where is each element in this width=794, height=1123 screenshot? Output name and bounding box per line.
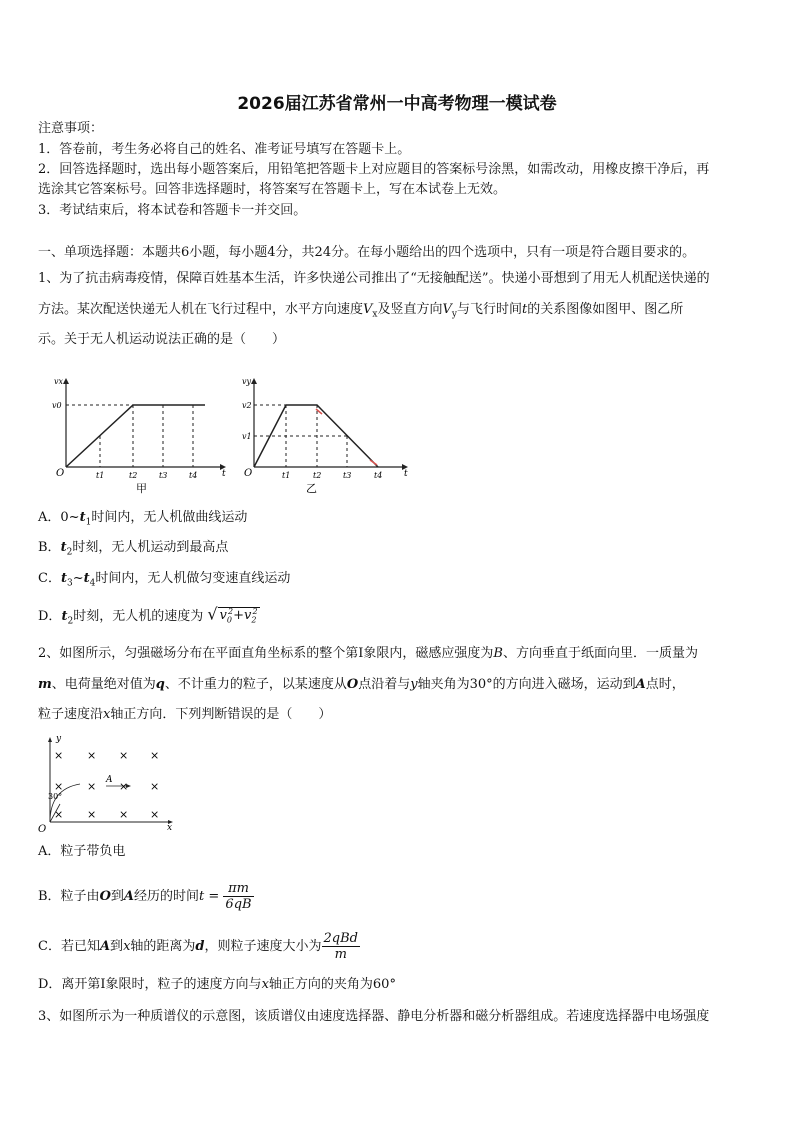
yi-red-mark-2 [370,460,377,465]
q1-option-b [38,539,758,562]
q2-figure [36,734,181,834]
q2-y-arrow [48,737,52,742]
jia-t3: t3 [159,471,168,480]
opt-d-sub: 2 [67,616,74,627]
q2b-t: t [199,889,205,904]
notice-item-2: 2．回答选择题时，选出每小题答案后，用铅笔把答题卡上对应题目的答案标号涂黑，如需改动，用橡皮擦干净后，再 [38,162,710,177]
jia-t1: t1 [96,471,105,480]
q2-text-c: 、电荷量绝对值为 [51,677,156,692]
q2-text-g: 点时， [645,677,685,692]
cross: × [150,749,160,762]
opt-a-text: 时间内，无人机做曲线运动 [91,510,248,525]
q2-x: x [103,707,111,722]
q2b-eq: = [204,889,224,904]
opt-d-prefix: D． [38,608,62,624]
cross: × [87,808,97,821]
yi-t1: t1 [282,471,291,480]
q2c-A: A [99,939,111,954]
yi-origin: O [244,468,253,479]
q2c-c: 轴的距离为 [130,939,196,954]
q2b-a: B．粒子由 [38,889,100,904]
q1-line3: 示。关于无人机运动说法正确的是（ ） [38,332,286,347]
q2b-fraction [223,881,253,912]
q2c-b: 到 [110,939,124,954]
opt-a-sub: 1 [85,517,92,528]
q2-text-h: 粒子速度沿 [38,707,104,722]
cross: × [54,749,64,762]
q2-q: q [155,677,165,692]
q1-vx-sub: x [372,309,378,320]
yi-t2: t2 [313,471,322,480]
jia-t4: t4 [189,471,198,480]
notice-item-1: 1．答卷前，考生务必将自己的姓名、准考证号填写在答题卡上。 [38,142,411,157]
q2c-fraction [322,931,360,962]
q1-vy-sub: y [451,309,457,320]
cross: × [119,749,129,762]
sqrt-v2: v [244,608,252,624]
notice-heading: 注意事项： [38,121,104,136]
jia-ylabel: vx [54,377,64,386]
sqrt-plus: + [233,608,244,624]
q2-text-f: 轴夹角为30°的方向进入磁场，运动到 [417,677,636,692]
q2b-num: πm [223,881,253,897]
cross: × [54,780,64,793]
q2-option-a: A．粒子带负电 [38,844,126,859]
opt-b-prefix: B． [38,540,61,555]
q2b-O: O [99,889,111,904]
yi-t-label: t [404,469,408,479]
q2c-e: ，则粒子速度大小为 [204,939,322,954]
q2-text-i: 轴正方向．下列判断错误的是（ ） [110,707,332,722]
cross: × [150,780,160,793]
opt-a-t: t [79,510,86,525]
opt-c-sub2: 4 [89,578,96,589]
q2-text-b: 、方向垂直于纸面向里．一质量为 [502,646,698,661]
q1-line2 [38,301,758,324]
q2-fig-origin: O [38,824,47,834]
q3-line1: 3、如图所示为一种质谱仪的示意图，该质谱仪由速度选择器、静电分析器和磁分析器组成。若速度选择器中电场强度 [38,1009,710,1024]
q1-vx: V [363,302,373,317]
jia-t2: t2 [129,471,138,480]
q2-text-d: 、不计重力的粒子，以某速度从 [164,677,347,692]
cross: × [150,808,160,821]
q2-fig-y: y [56,734,62,744]
sqrt-v0-sup: 2 [228,607,234,616]
notice-item-3: 3．考试结束后，将本试卷和答题卡一并交回。 [38,203,307,218]
q2b-den: 6qB [225,897,252,912]
sqrt-v0: v [219,608,227,624]
q2-fig-angle: 30° [48,792,63,801]
q1-option-d [38,603,758,631]
q1-text-d: 的关系图像如图甲、图乙所 [527,302,684,317]
sqrt-v0-sub: 0 [226,615,232,625]
q2-text-a: 2、如图所示，匀强磁场分布在平面直角坐标系的整个第Ⅰ象限内，磁感应强度为 [38,646,494,661]
q1-option-c [38,570,758,593]
q2-line1 [38,645,758,663]
section-heading: 一、单项选择题：本题共6小题，每小题4分，共24分。在每小题给出的四个选项中，只有一项是符合题目要求的。 [38,245,696,260]
page-title: 2026届江苏省常州一中高考物理一模试卷 [237,94,557,114]
jia-v-arrow [63,378,69,384]
cross: × [119,808,129,821]
q1-text-b: 及竖直方向 [377,302,443,317]
yi-t4: t4 [374,471,383,480]
opt-d-text: 时刻，无人机的速度为 [73,608,204,624]
q2c-den: m [334,947,347,962]
opt-a-prefix: A．0~ [38,510,80,525]
sqrt-v2-sub: 2 [251,615,257,625]
q2-fig-A: A [106,775,113,785]
opt-b-text: 时刻，无人机运动到最高点 [72,540,229,555]
sqrt-v2-sup: 2 [252,607,258,616]
cross: × [54,808,64,821]
opt-c-prefix: C． [38,571,61,586]
q2b-b: 到 [110,889,124,904]
sqrt-expression: √ $v_0^2+v_2^2$ [207,604,258,625]
q2c-num: 2qBd [323,931,358,946]
q1-figures [40,372,420,497]
q1-vy: V [442,302,452,317]
q2-A: A [635,677,646,692]
cross: × [119,780,129,793]
q2d-x: x [261,977,269,992]
yi-caption: 乙 [306,482,317,495]
opt-b-sub: 2 [66,547,73,558]
opt-c-sub1: 3 [66,578,73,589]
q2-option-c [38,930,758,964]
notice-item-2-cont: 选涂其它答案标号。回答非选择题时，将答案写在答题卡上，写在本试卷上无效。 [38,182,507,197]
q2-m: m [38,677,52,692]
yi-t3: t3 [343,471,352,480]
yi-ylabel: vy [242,377,252,386]
jia-t-label: t [222,469,226,479]
yi-v1-label: v1 [242,432,252,441]
q2-option-b [38,880,758,914]
q2c-x: x [123,939,131,954]
q1-option-a [38,509,758,532]
q1-text-a: 方法。某次配送快递无人机在飞行过程中，水平方向速度 [38,302,364,317]
jia-v0-label: v0 [52,401,62,410]
graph-jia [52,377,226,495]
q2c-a: C．若已知 [38,939,100,954]
opt-c-sep: ~ [72,571,84,586]
q2b-c: 经历的时间 [134,889,200,904]
jia-origin: O [56,468,65,479]
q2-O: O [346,677,359,692]
yi-v2-label: v2 [242,401,252,410]
yi-v-arrow [251,378,257,384]
q2d-a: D．离开第Ⅰ象限时，粒子的速度方向与 [38,977,262,992]
cross: × [87,749,97,762]
cross: × [87,780,97,793]
q2-text-e: 点沿着与 [358,677,411,692]
q2c-d: d [195,939,205,954]
q2-B: B [493,646,503,661]
q2-field-crosses [54,749,159,821]
opt-c-text: 时间内，无人机做匀变速直线运动 [95,571,291,586]
opt-b-t: t [60,540,67,555]
q2b-A: A [123,889,134,904]
q1-line1: 1、为了抗击病毒疫情，保障百姓基本生活，许多快递公司推出了“无接触配送”。快递小哥想到了用无人机配送快递的 [38,271,710,286]
jia-curve [66,405,205,467]
opt-c-t1: t [60,571,67,586]
q2-option-d [38,976,758,994]
graph-yi [242,377,408,495]
opt-c-t2: t [83,571,90,586]
q2d-b: 轴正方向的夹角为60° [268,977,396,992]
q2-y: y [410,677,418,692]
q2-line3 [38,706,758,724]
q1-text-c: 与飞行时间 [456,302,522,317]
opt-d-t: t [61,608,68,624]
q2-fig-x: x [167,823,173,833]
jia-caption: 甲 [136,482,147,495]
q1-t: t [522,302,528,317]
q2-line2 [38,676,758,694]
